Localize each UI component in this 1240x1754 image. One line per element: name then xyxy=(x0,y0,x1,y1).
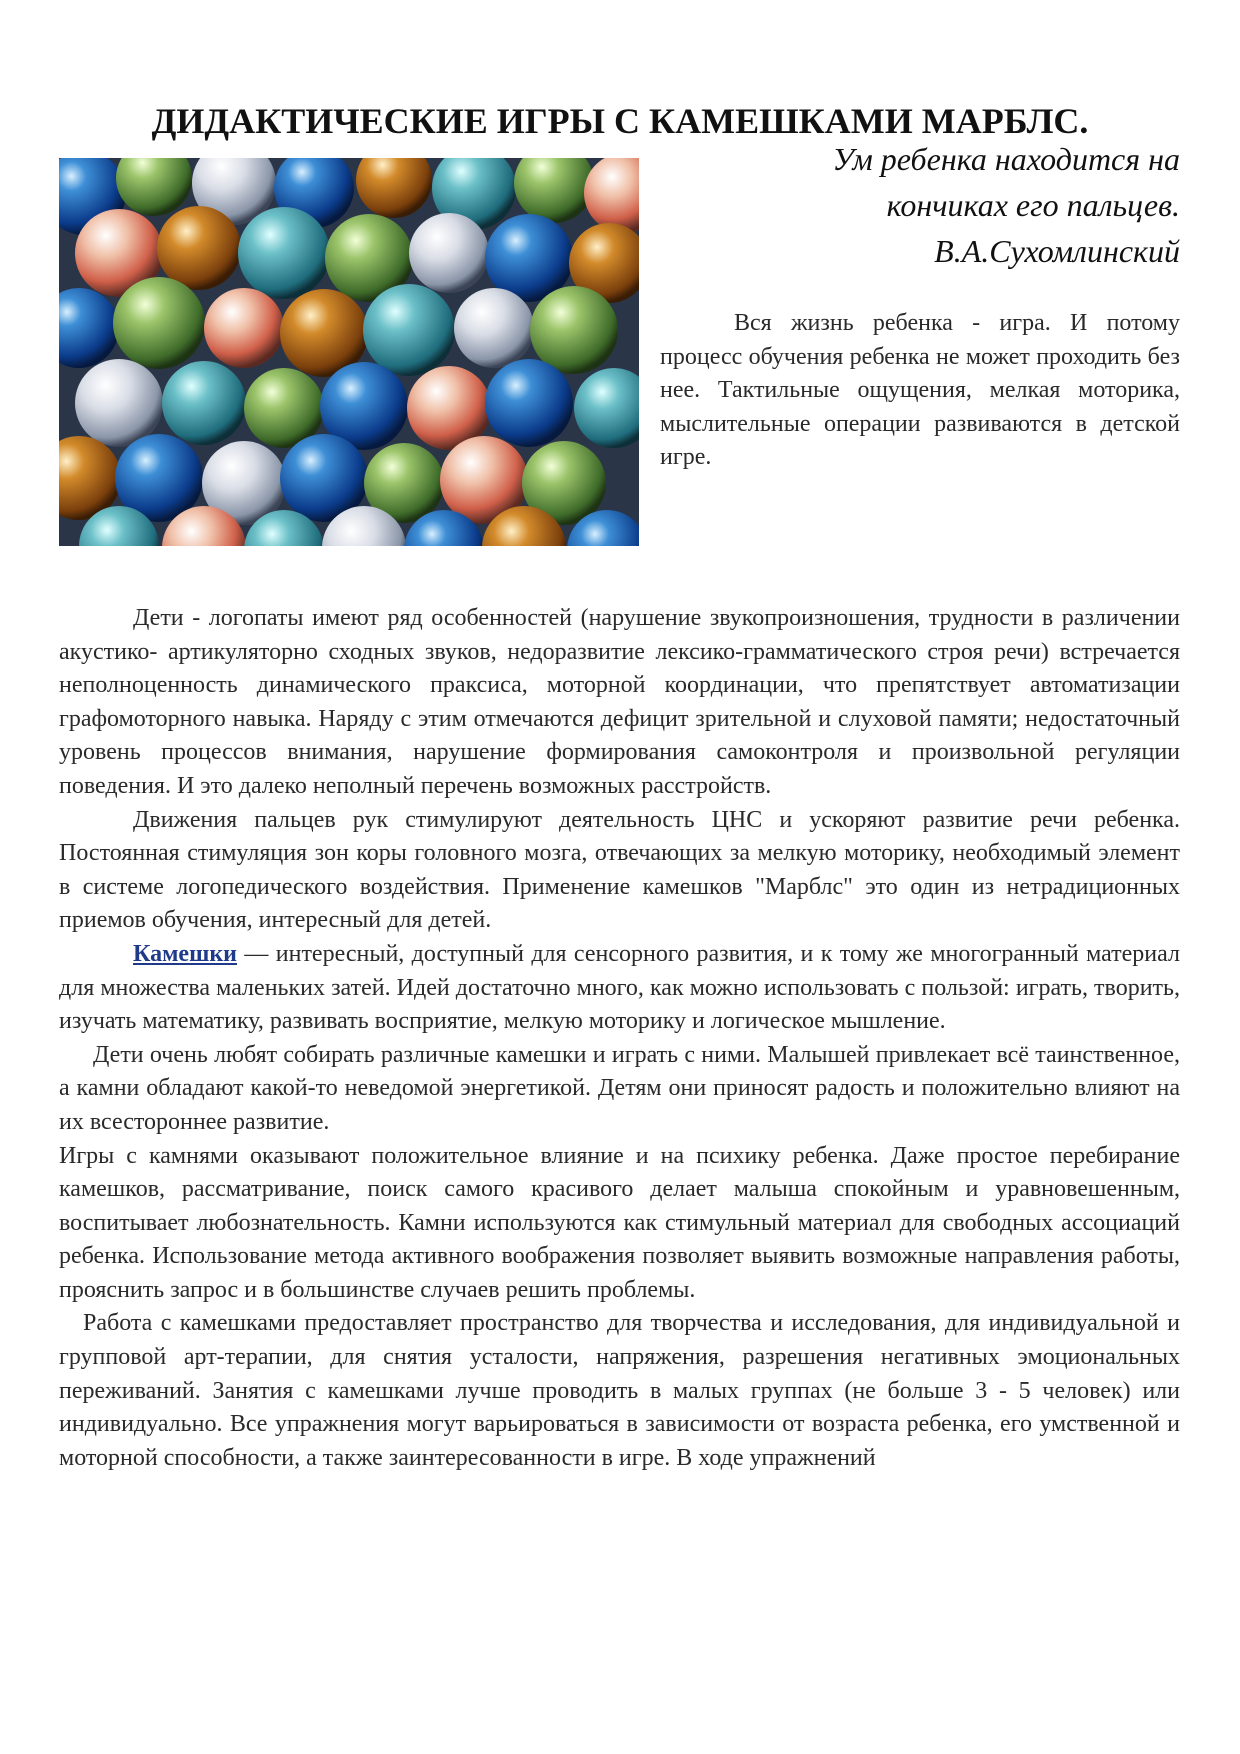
page-title: ДИДАКТИЧЕСКИЕ ИГРЫ С КАМЕШКАМИ МАРБЛС. xyxy=(151,101,1089,142)
paragraph-3 xyxy=(59,938,1180,1039)
marbles-photo xyxy=(59,158,639,546)
epigraph xyxy=(680,136,1180,274)
paragraph-2: Движения пальцев рук стимулируют деятельность ЦНС и ускоряют развитие речи ребенка. Постоянная стимуляция зон коры головного мозга, отвечающих за мелкую моторику, необходимый элемент в системе логопедического воздействия. Применение камешков "Марблс" это один из нетрадиционных приемов обучения, интересный для детей. xyxy=(59,806,1180,934)
paragraph-3-text: — интересный, доступный для сенсорного развития, и к тому же многогранный материал для множества маленьких затей. Идей достаточно много, как можно использовать с пользой: играть, творить, изучать математику, развивать восприятие, мелкую моторику и логическое мышление. xyxy=(59,940,1180,1035)
intro-paragraph: Вся жизнь ребенка - игра. И потому процесс обучения ребенка не может проходить без нее. Тактильные ощущения, мелкая моторика, мыслительные операции развиваются в детской игре. xyxy=(660,310,1180,471)
paragraph-5: Игры с камнями оказывают положительное влияние и на психику ребенка. Даже простое перебирание камешков, рассматривание, поиск самого красивого делает малыша спокойным и уравновешенным, воспитывает любознательность. Камни используются как стимульный материал для свободных ассоциаций ребенка. Использование метода активного воображения позволяет выявить возможные направления работы, прояснить запрос и в большинстве случаев решить проблемы. xyxy=(59,1142,1180,1303)
marbles-image xyxy=(59,158,639,546)
paragraph-4: Дети очень любят собирать различные камешки и играть с ними. Малышей привлекает всё таинственное, а камни обладают какой-то неведомой энергетикой. Детям они приносят радость и положительно влияют на их всестороннее развитие. xyxy=(59,1041,1180,1135)
epigraph-line-1: Ум ребенка находится на xyxy=(832,141,1180,177)
article-body xyxy=(59,602,1180,1702)
paragraph-1: Дети - логопаты имеют ряд особенностей (нарушение звукопроизношения, трудности в различении акустико- артикуляторно сходных звуков, недоразвитие лексико-грамматического строя речи) встречается неполноценность динамического праксиса, моторной координации, что препятствует автоматизации графомоторного навыка. Наряду с этим отмечаются дефицит зрительной и слуховой памяти; недостаточный уровень процессов внимания, нарушение формирования самоконтроля и произвольной регуляции поведения. И это далеко неполный перечень возможных расстройств. xyxy=(59,605,1180,799)
paragraph-6: Работа с камешками предоставляет пространство для творчества и исследования, для индивидуальной и групповой арт-терапии, для снятия усталости, напряжения, разрешения негативных эмоциональных переживаний. Занятия с камешками лучше проводить в малых группах (не больше 3 - 5 человек) или индивидуально. Все упражнения могут варьироваться в зависимости от возраста ребенка, его умственной и моторной способности, а также заинтересованности в игре. В ходе упражнений xyxy=(59,1310,1180,1471)
epigraph-author: В.А.Сухомлинский xyxy=(934,233,1180,269)
term-link[interactable]: Камешки xyxy=(133,940,238,967)
epigraph-line-2: кончиках его пальцев. xyxy=(886,187,1180,223)
